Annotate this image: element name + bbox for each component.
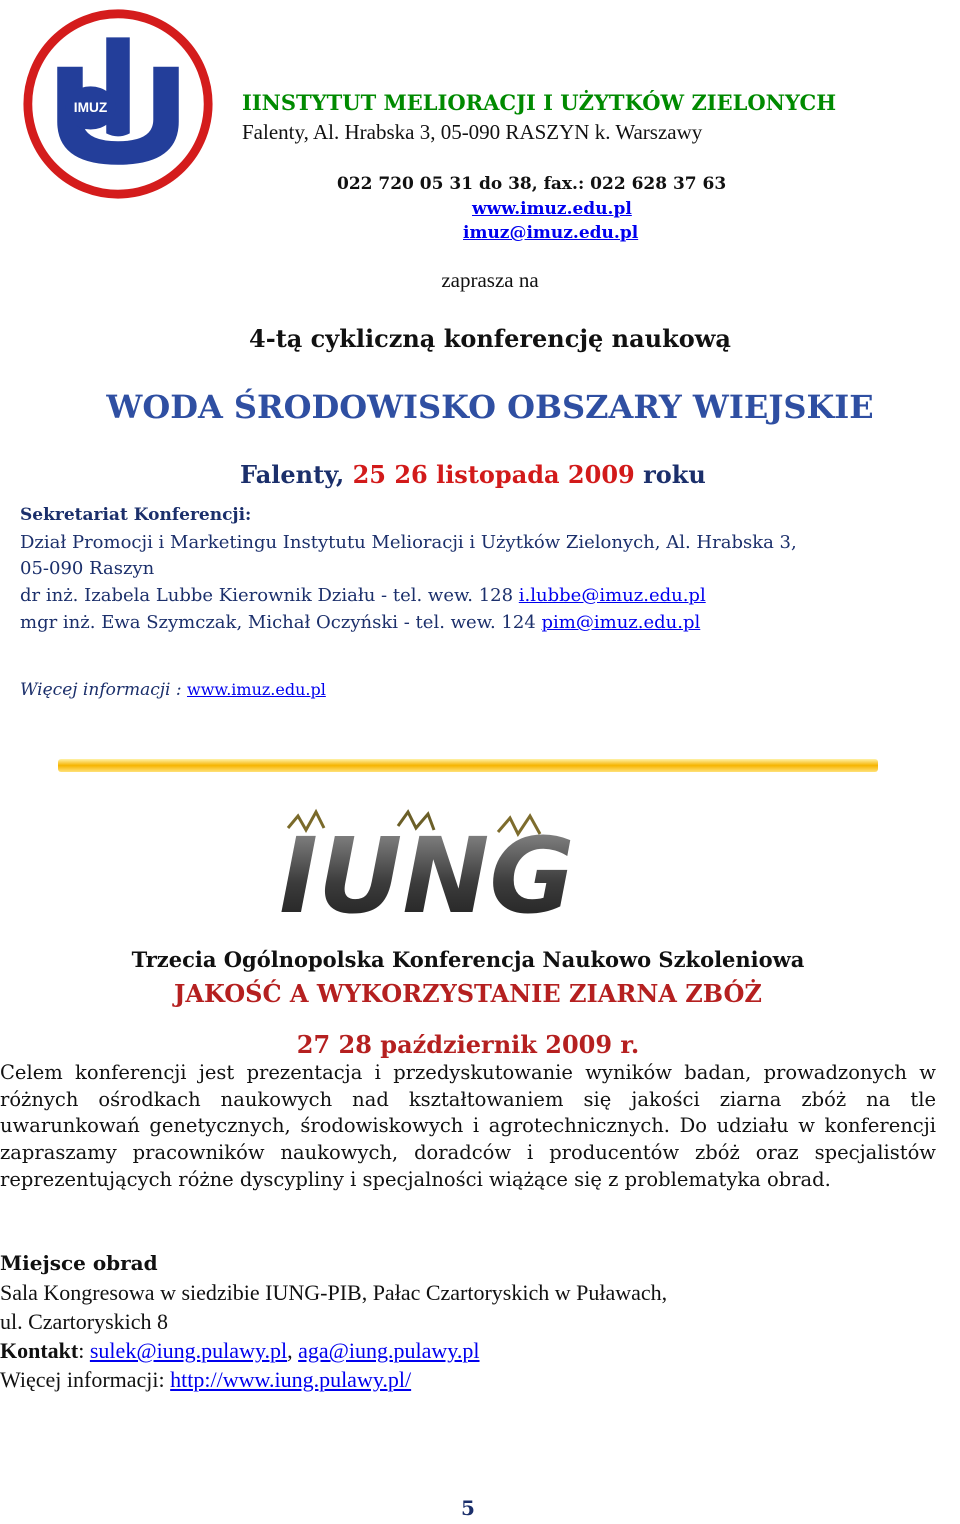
contact-email-2-link[interactable]: aga@iung.pulawy.pl (298, 1338, 480, 1363)
conference-date-suffix: roku (643, 460, 706, 489)
conference-title: WODA ŚRODOWISKO OBSZARY WIEJSKIE (106, 388, 874, 426)
more-info-line (20, 680, 326, 700)
conference2-title: JAKOŚĆ A WYKORZYSTANIE ZIARNA ZBÓŻ (174, 979, 762, 1008)
imuz-logo-text: IMUZ (73, 99, 108, 115)
place-line-1: Sala Kongresowa w siedzibie IUNG-PIB, Pałac Czartoryskich w Puławach, (0, 1280, 668, 1305)
more-info-link[interactable]: www.imuz.edu.pl (187, 680, 326, 699)
iung-logo-text: IUNG (279, 815, 575, 926)
conference-date-days: 25 26 listopada 2009 (352, 460, 635, 489)
place-heading: Miejsce obrad (0, 1251, 158, 1275)
secretariat-line-1: Dział Promocji i Marketingu Instytutu Melioracji i Użytków Zielonych, Al. Hrabska 3, (20, 532, 797, 553)
contact-1-email-link[interactable]: i.lubbe@imuz.edu.pl (518, 585, 706, 606)
more-info-label: Więcej informacji : (20, 680, 182, 700)
conference2-date: 27 28 październik 2009 r. (296, 1030, 640, 1059)
iung-logo (258, 808, 596, 926)
contact-line-1 (20, 585, 706, 606)
place-line-2: ul. Czartoryskich 8 (0, 1309, 169, 1334)
invites-text: zaprasza na (441, 268, 539, 292)
contact-label: Kontakt (0, 1338, 79, 1363)
page-number: 5 (461, 1496, 475, 1520)
contact-2-text: mgr inż. Ewa Szymczak, Michał Oczyński - tel. wew. 124 (20, 612, 536, 633)
conference-kind: 4-tą cykliczną konferencję naukową (249, 324, 731, 353)
institute-name: IINSTYTUT MELIORACJI I UŻYTKÓW ZIELONYCH (242, 90, 837, 115)
institute-address: Falenty, Al. Hrabska 3, 05-090 RASZYN k. Warszawy (242, 120, 703, 144)
contact-2-email-link[interactable]: pim@imuz.edu.pl (541, 612, 701, 633)
section-divider (58, 759, 878, 772)
conference-date-place: Falenty, (240, 460, 345, 489)
contact-line-2 (20, 612, 700, 633)
contact-email-1-link[interactable]: sulek@iung.pulawy.pl (89, 1338, 288, 1363)
institute-email-link[interactable]: imuz@imuz.edu.pl (463, 223, 639, 243)
more-info-line-2 (0, 1367, 411, 1393)
conference2-kind: Trzecia Ogólnopolska Konferencja Naukowo Szkoleniowa (131, 947, 805, 972)
imuz-logo (20, 6, 216, 202)
institute-www-link[interactable]: www.imuz.edu.pl (472, 199, 632, 219)
contact-1-text: dr inż. Izabela Lubbe Kierownik Działu - tel. wew. 128 (20, 585, 514, 606)
secretariat-heading: Sekretariat Konferencji: (20, 505, 252, 525)
institute-phone: 022 720 05 31 do 38, fax.: 022 628 37 63 (337, 174, 727, 194)
conference2-description: Celem konferencji jest prezentacja i przedyskutowanie wyników badan, prowadzonych w różnych ośrodkach naukowych nad kształtowaniem się jakości ziarna zbóż na tle uwarunkowań genetycznych, środowiskowych i agrotechnicznych. Do udziału w konferencji zapraszamy pracowników naukowych, doradców i producentów zbóż oraz specjalistów reprezentujących różne dyscypliny i specjalności wiążące się z problematyka obrad. (0, 1061, 936, 1191)
contact-line: Kontakt: sulek@iung.pulawy.pl, aga@iung.pulawy.pl (0, 1338, 480, 1363)
secretariat-line-2: 05-090 Raszyn (20, 558, 155, 579)
more-info-link-2[interactable]: http://www.iung.pulawy.pl/ (170, 1367, 412, 1392)
conference-date (240, 460, 706, 489)
more-info-label-2: Więcej informacji: (0, 1367, 165, 1392)
